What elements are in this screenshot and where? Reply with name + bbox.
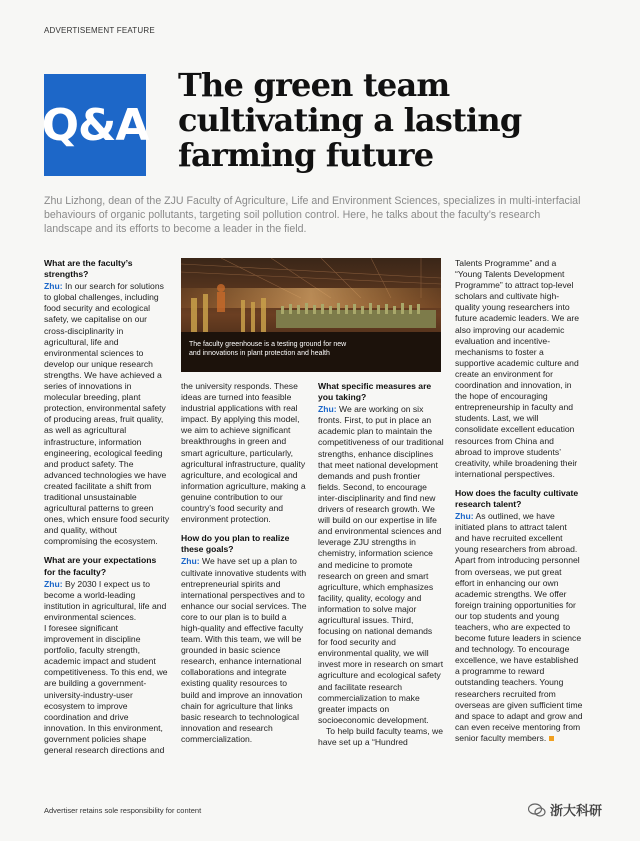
answer-text: As outlined, we have initiated plans to attract talent and have recruited excellent young researchers from abroad. Apart from introducing personnel from overseas, we put great effort in enhancing our own academic strengths. We offer foreign training opportunities for our top students and young teachers, who are expected to become future leaders in science and technology. To encourage excellence, we have established a programme to reward outstanding teachers. Young researchers recruited from overseas are given sufficient time and space to adapt and grow and can even receive mentoring from senior faculty members. (455, 511, 583, 743)
page-title: The green team cultivating a lasting farming future (178, 66, 522, 174)
question-talent: How does the faculty cultivate research talent? (455, 487, 579, 509)
column-4 (455, 258, 583, 744)
answer-measures (318, 404, 444, 726)
qa-logo (41, 74, 149, 176)
answer-text: We have set up a plan to cultivate innovative students with entrepreneurial spirits and international perspectives and to enhance our social services. The core to our plan is to build a high-quality and effective faculty team. With this team, we will be grounded in basic science research, enhance international collaborations and integrate existing quality resources to build and improve an innovation chain for agriculture that links basic research to technological innovation and research commercialization. (181, 556, 307, 744)
column-2 (181, 381, 307, 745)
answer-expectations-cont: I foresee significant improvement in discipline portfolio, faculty strength, academic impact and student competitiveness. To this end, we are building a government-university-industry-user ecosystem to improve coordination and drive innovation. In this environment, government policies shape general research directions and (44, 623, 168, 756)
photo-caption: The faculty greenhouse is a testing ground for new and innovations in plant protection and health (189, 341, 347, 357)
question-goals: How do you plan to realize these goals? (181, 533, 290, 555)
question-expectations: What are your expectations for the faculty? (44, 555, 157, 577)
answer-text: In our search for solutions to global challenges, including food security and ecological safety, we capitalise on our cross-disciplinarity in agricultural, life and environmental sciences to develop our unique research strengths. We have achieved a series of innovations in molecular breeding, plant protection, environmental safety of producing areas, fruit quality, as well as agricultural infrastructure, information engineering, ecological feeding and product safety. The advanced technologies we have created facilitate a shift from traditional unsustainable agricultural patterns to green ones, which ensure food security and quality, without compromising the ecosystem. (44, 281, 170, 547)
answer-talent (455, 511, 583, 744)
feature-label: ADVERTISEMENT FEATURE (44, 26, 155, 35)
intro-paragraph: Zhu Lizhong, dean of the ZJU Faculty of Agriculture, Life and Environment Sciences, specializes in multi-interfacial behaviours of organic pollutants, targeting soil pollution control. Here, he talks about the faculty’s research landscape and its efforts to become a leader in the field. (44, 195, 581, 235)
speaker-label: Zhu: (181, 556, 200, 567)
watermark (528, 800, 602, 819)
column-1 (44, 258, 170, 756)
qa-logo-text: Q&A (41, 99, 149, 151)
speaker-label: Zhu: (455, 511, 474, 522)
end-mark-icon (549, 736, 554, 741)
greenhouse-photo (181, 258, 441, 372)
column-4-paragraph: Talents Programme” and a “Young Talents Development Programme” to attract top-level scholars and cultivate high-quality young researchers into future academic leaders. We are also improving our academic evaluation and incentive-mechanisms to foster a supportive academic culture and create an environment for coordination and innovation, in the hope of encouraging entrepreneurship in faculty and students. Last, we will consolidate excellent education resources from China and abroad to improve students’ creativity, while broadening their international perspectives. (455, 258, 580, 479)
question-measures: What specific measures are you taking? (318, 381, 432, 403)
column-3 (318, 381, 444, 748)
watermark-text: 浙大科研 (550, 803, 603, 818)
footer-disclaimer: Advertiser retains sole responsibility for content (44, 806, 202, 815)
speaker-label: Zhu: (44, 281, 63, 292)
question-strengths: What are the faculty’s strengths? (44, 258, 133, 280)
wechat-icon (528, 803, 546, 817)
answer-text: We are working on six fronts. First, to put in place an academic plan to maintain the competitiveness of our traditional strengths, enhance disciplines that meet national development demands and push frontier fields. Second, to encourage inter-disciplinarity and find new drivers of research growth. We will build on our expertise in life and environmental sciences and leverage ZJU strengths in chemistry, information science and medicine to promote research on green and smart agriculture, which emphasizes facility, quality, ecology and information to solve major agricultural issues. Third, focusing on national demands for food security and environmental quality, we will invest more in research on smart agriculture and ecological safety and facilitate research commercialization to make greater impacts on socioeconomic development. (318, 404, 444, 725)
column-2-paragraph: the university responds. These ideas are turned into feasible industrial applications with real impact. By applying this model, we aim to achieve significant breakthroughs in green and smart agriculture, particularly, agricultural infrastructure, quality agriculture, and ecological and information agriculture, making a genuine contribution to our country’s food security and environment protection. (181, 381, 306, 525)
answer-goals (181, 556, 307, 745)
answer-measures-cont: To help build faculty teams, we have set up a “Hundred (318, 725, 444, 747)
answer-text: By 2030 I expect us to become a world-leading institution in agricultural, life and environmental sciences. (44, 578, 167, 622)
speaker-label: Zhu: (44, 578, 63, 589)
speaker-label: Zhu: (318, 404, 337, 415)
answer-expectations (44, 579, 170, 623)
answer-strengths (44, 281, 170, 547)
